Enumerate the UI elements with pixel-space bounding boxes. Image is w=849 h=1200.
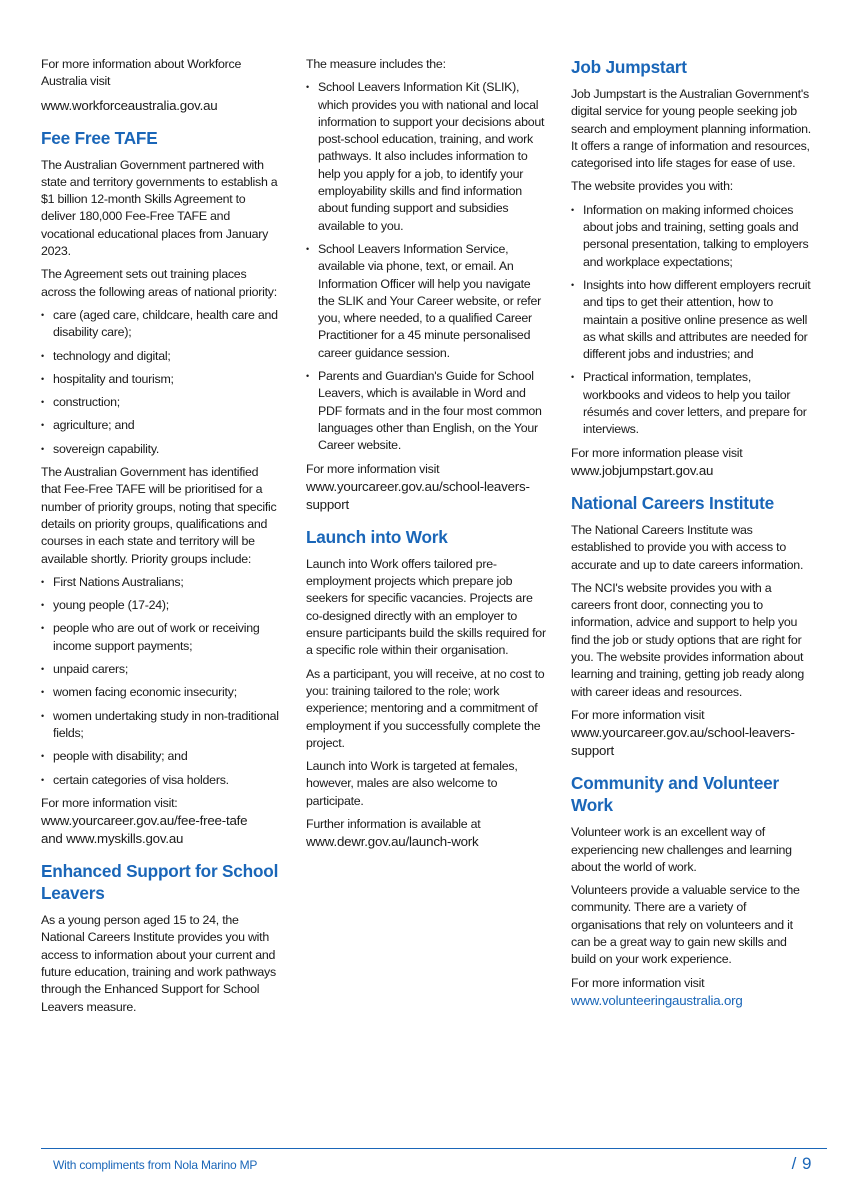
list-item: • technology and digital; xyxy=(41,348,281,365)
bullet-icon: • xyxy=(41,664,44,675)
workforce-info-text: For more information about Workforce Australia visit xyxy=(41,57,242,89)
bullet-icon: • xyxy=(306,371,309,382)
workforce-australia-link[interactable]: www.workforceaustralia.gov.au xyxy=(41,97,218,113)
launch-into-work-para3: Launch into Work is targeted at females, however, males are also welcome to participate. xyxy=(306,759,518,808)
volunteer-more-info: For more information visit xyxy=(571,975,705,990)
bullet-icon: • xyxy=(571,279,574,290)
list-item: • care (aged care, childcare, health care and disability care); xyxy=(41,307,278,340)
list-item: • Insights into how different employers recruit and tips to get their attention, how to maintain a positive online presence as well as what skills and attributes are needed for different jobs and industries; and xyxy=(571,277,811,362)
volunteer-heading: Community and Volunteer Work xyxy=(571,773,780,816)
fee-free-tafe-more-info: For more information visit: xyxy=(41,795,178,810)
list-item: • sovereign capability. xyxy=(41,441,281,458)
school-leavers-more-info: For more information visit xyxy=(306,461,440,476)
list-item: • construction; xyxy=(41,394,281,411)
list-item: • women facing economic insecurity; xyxy=(41,684,281,701)
bullet-icon: • xyxy=(41,309,44,320)
footer-compliments: With compliments from Nola Marino MP xyxy=(53,1158,258,1172)
bullet-icon: • xyxy=(41,350,44,361)
fee-free-tafe-para1: The Australian Government partnered with state and territory governments to establish a $1 billion 12-month Skills Agreement to deliver 180,000 Fee-Free TAFE and vocational educational places from January 2023. xyxy=(41,157,278,259)
list-item: • certain categories of visa holders. xyxy=(41,772,281,789)
bullet-icon: • xyxy=(41,774,44,785)
fee-free-tafe-para3: The Australian Government has identified that Fee-Free TAFE will be prioritised for a number of priority groups, noting that specific details on priority groups, qualifications and courses in each state and territory will be available shortly. Priority groups include: xyxy=(41,465,277,566)
bullet-icon: • xyxy=(41,600,44,611)
volunteer-para2: Volunteers provide a valuable service to the community. There are a variety of organisations that rely on volunteers and it can be a great way to gain new skills and build on your work experience. xyxy=(571,883,800,967)
and-text: and xyxy=(41,831,63,847)
school-leavers-support-link[interactable]: www.yourcareer.gov.au/school-leavers-support xyxy=(306,478,530,512)
list-item: • women undertaking study in non-traditional fields; xyxy=(41,708,279,740)
list-item: • Practical information, templates, workbooks and videos to help you tailor résumés and cover letters, and prepare for interviews. xyxy=(571,370,807,437)
bullet-icon: • xyxy=(306,82,309,93)
volunteering-australia-link[interactable]: www.volunteeringaustralia.org xyxy=(571,992,743,1008)
list-item: • people who are out of work or receiving income support payments; xyxy=(41,621,260,653)
column-right xyxy=(571,56,811,1016)
bullet-icon: • xyxy=(41,397,44,408)
nci-more-info: For more information visit xyxy=(571,707,705,722)
launch-into-work-para2: As a participant, you will receive, at no cost to you: training tailored to the role; work experience; mentoring and a commitment of employment if you successfully complete the project. xyxy=(306,666,545,750)
bullet-icon: • xyxy=(571,204,574,215)
column-left xyxy=(41,56,281,1022)
list-item: • people with disability; and xyxy=(41,748,281,765)
myskills-line xyxy=(41,830,281,848)
fee-free-tafe-para2: The Agreement sets out training places across the following areas of national priority: xyxy=(41,267,277,299)
list-item: • young people (17-24); xyxy=(41,597,281,614)
priority-groups-list xyxy=(41,574,281,789)
nci-heading: National Careers Institute xyxy=(571,492,775,513)
bullet-icon: • xyxy=(571,372,574,383)
myskills-link[interactable]: www.myskills.gov.au xyxy=(66,831,184,847)
list-item: • School Leavers Information Service, available via phone, text, or email. An Information Officer will help you navigate the SLIK and Your Career website, or refer you, where needed, to a qualified Career Practitioner for a 45 minute personalised career guidance session. xyxy=(306,241,541,360)
launch-into-work-further: Further information is available at xyxy=(306,816,481,831)
job-jumpstart-list xyxy=(571,202,811,439)
fee-free-tafe-heading: Fee Free TAFE xyxy=(41,127,158,148)
job-jumpstart-link[interactable]: www.jobjumpstart.gov.au xyxy=(571,462,714,478)
volunteer-para1: Volunteer work is an excellent way of experiencing new challenges and learning about the world of work. xyxy=(571,825,792,874)
measure-list xyxy=(306,79,548,454)
bullet-icon: • xyxy=(41,751,44,762)
job-jumpstart-more-info: For more information please visit xyxy=(571,445,743,460)
list-item: • First Nations Australians; xyxy=(41,574,281,591)
launch-work-link[interactable]: www.dewr.gov.au/launch-work xyxy=(306,834,479,850)
measure-intro: The measure includes the: xyxy=(306,57,446,71)
list-item: • hospitality and tourism; xyxy=(41,371,281,388)
launch-into-work-para1: Launch into Work offers tailored pre-employment projects which prepare job seekers for specific vacancies. Projects are co-designed directly with an employer to ensure participants build the skills required for a specific role within their organisation. xyxy=(306,556,546,658)
bullet-icon: • xyxy=(41,443,44,454)
priority-areas-list xyxy=(41,307,281,458)
list-item: • Information on making informed choices about jobs and training, setting goals and personal presentation, talking to employers and workplace expectations; xyxy=(571,202,809,269)
bullet-icon: • xyxy=(41,687,44,698)
enhanced-support-heading: Enhanced Support for School Leavers xyxy=(41,861,279,904)
job-jumpstart-para1: Job Jumpstart is the Australian Government's digital service for young people seeking job search and employment planning information. It offers a range of information and resources, categorised into life stages for ease of use. xyxy=(571,87,811,171)
list-item: • Parents and Guardian's Guide for School Leavers, which is available in Word and PDF formats and in the four most common languages other than English, on the Your Career website. xyxy=(306,369,542,453)
page-number: / 9 xyxy=(791,1154,812,1173)
bullet-icon: • xyxy=(41,623,44,634)
nci-link[interactable]: www.yourcareer.gov.au/school-leavers-support xyxy=(571,725,795,759)
column-middle xyxy=(306,56,548,857)
bullet-icon: • xyxy=(306,243,309,254)
bullet-icon: • xyxy=(41,373,44,384)
nci-para2: The NCI's website provides you with a careers front door, connecting you to information, advice and support to help you find the job or study options that are right for you. The website provides information about learning and training, getting job ready along with career ideas and resources. xyxy=(571,580,805,699)
nci-para1: The National Careers Institute was established to provide you with access to accurate and up to date careers information. xyxy=(571,522,804,572)
launch-into-work-heading: Launch into Work xyxy=(306,526,448,547)
fee-free-tafe-link[interactable]: www.yourcareer.gov.au/fee-free-tafe xyxy=(41,813,248,829)
footer-divider xyxy=(41,1148,827,1149)
list-item: • unpaid carers; xyxy=(41,661,281,678)
bullet-icon: • xyxy=(41,576,44,587)
job-jumpstart-para2: The website provides you with: xyxy=(571,179,733,194)
list-item: • School Leavers Information Kit (SLIK), which provides you with national and local information to support your decisions about post-school education, training, and work pathways. It also includes information to help you apply for a job, to identify your employability skills and find information about funding support and subsidies available to you. xyxy=(306,80,545,233)
bullet-icon: • xyxy=(41,420,44,431)
list-item: • agriculture; and xyxy=(41,417,281,434)
bullet-icon: • xyxy=(41,710,44,721)
enhanced-support-para: As a young person aged 15 to 24, the National Careers Institute provides you with access to information about your current and future education, training and work pathways through the Enhanced Support for School Leavers measure. xyxy=(41,913,276,1014)
job-jumpstart-heading: Job Jumpstart xyxy=(571,57,687,77)
